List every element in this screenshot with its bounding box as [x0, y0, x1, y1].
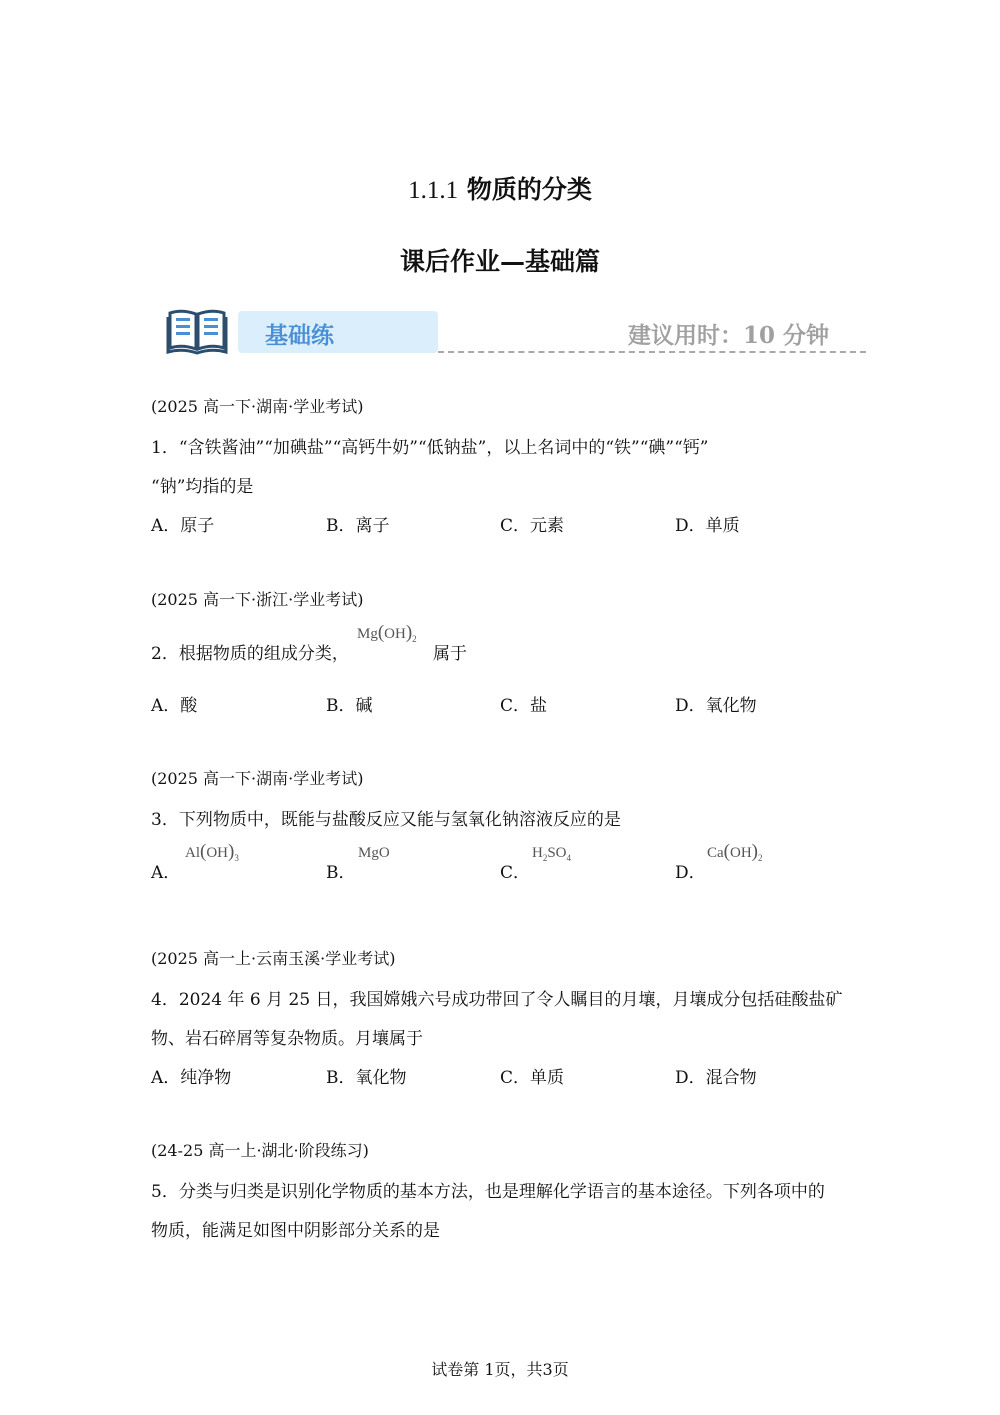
question-4-option-b[interactable]: B．氧化物: [326, 1068, 407, 1088]
title-number: 1.1.1: [408, 177, 459, 204]
question-5-source: (24-25 高一上·湖北·阶段练习): [151, 1141, 369, 1160]
question-3-option-b[interactable]: B．: [326, 863, 356, 883]
question-4-text: 4．2024 年 6 月 25 日，我国嫦娥六号成功带回了令人瞩目的月壤，月壤成分包括硅酸盐矿: [151, 990, 843, 1010]
banner-label: 基础练: [265, 322, 334, 349]
question-2-option-d[interactable]: D．氧化物: [675, 696, 757, 716]
page-title: [0, 170, 1000, 206]
page-subtitle: 课后作业—基础篇: [399, 247, 600, 276]
question-3-text: 3．下列物质中，既能与盐酸反应又能与氢氧化钠溶液反应的是: [151, 810, 621, 830]
question-4-option-c[interactable]: C．单质: [500, 1068, 565, 1088]
question-1-option-a[interactable]: A．原子: [151, 516, 215, 536]
question-3-formula-c: $H_2SO_4$: [532, 845, 572, 863]
question-2-option-c[interactable]: C．盐: [500, 696, 548, 716]
question-4-source: (2025 高一上·云南玉溪·学业考试): [151, 949, 396, 968]
question-2-suffix: 属于: [433, 644, 467, 664]
question-5-text-cont: 物质，能满足如图中阴影部分关系的是: [151, 1221, 440, 1241]
question-1-source: (2025 高一下·湖南·学业考试): [151, 397, 364, 416]
question-5-text: 5．分类与归类是识别化学物质的基本方法，也是理解化学语言的基本途径。下列各项中的: [151, 1182, 825, 1202]
question-3-formula-a: $Al(OH)_3$: [185, 841, 239, 863]
book-icon: [166, 305, 228, 357]
question-2-formula: $Mg(OH)_2$: [357, 622, 417, 644]
question-1-text-cont: “钠”均指的是: [151, 477, 254, 497]
question-3-source: (2025 高一下·湖南·学业考试): [151, 769, 364, 788]
question-2-prefix: 2．根据物质的组成分类，: [151, 644, 349, 664]
question-2-source: (2025 高一下·浙江·学业考试): [151, 590, 364, 609]
question-4-option-a[interactable]: A．纯净物: [151, 1068, 232, 1088]
question-3-option-d[interactable]: D．: [675, 863, 706, 883]
question-1-text: 1．“含铁酱油”“加碘盐”“高钙牛奶”“低钠盐”，以上名词中的“铁”“碘”“钙”: [151, 438, 709, 458]
title-text: 物质的分类: [466, 175, 592, 204]
question-1-option-b[interactable]: B．离子: [326, 516, 390, 536]
question-3-option-c[interactable]: C．: [500, 863, 531, 883]
question-2-option-a[interactable]: A．酸: [151, 696, 198, 716]
question-1-option-c[interactable]: C．元素: [500, 516, 565, 536]
suggested-time: 建议用时：10 分钟: [628, 322, 830, 349]
banner-divider: [438, 351, 866, 353]
question-1-option-d[interactable]: D．单质: [675, 516, 740, 536]
question-4-text-cont: 物、岩石碎屑等复杂物质。月壤属于: [151, 1029, 423, 1049]
question-3-formula-d: $Ca(OH)_2$: [707, 841, 763, 863]
question-3-option-a[interactable]: A．: [151, 863, 181, 883]
page-footer: 试卷第 1页，共3页: [431, 1360, 569, 1379]
question-4-option-d[interactable]: D．混合物: [675, 1068, 757, 1088]
question-2-option-b[interactable]: B．碱: [326, 696, 373, 716]
question-3-formula-b: MgO: [358, 845, 390, 861]
